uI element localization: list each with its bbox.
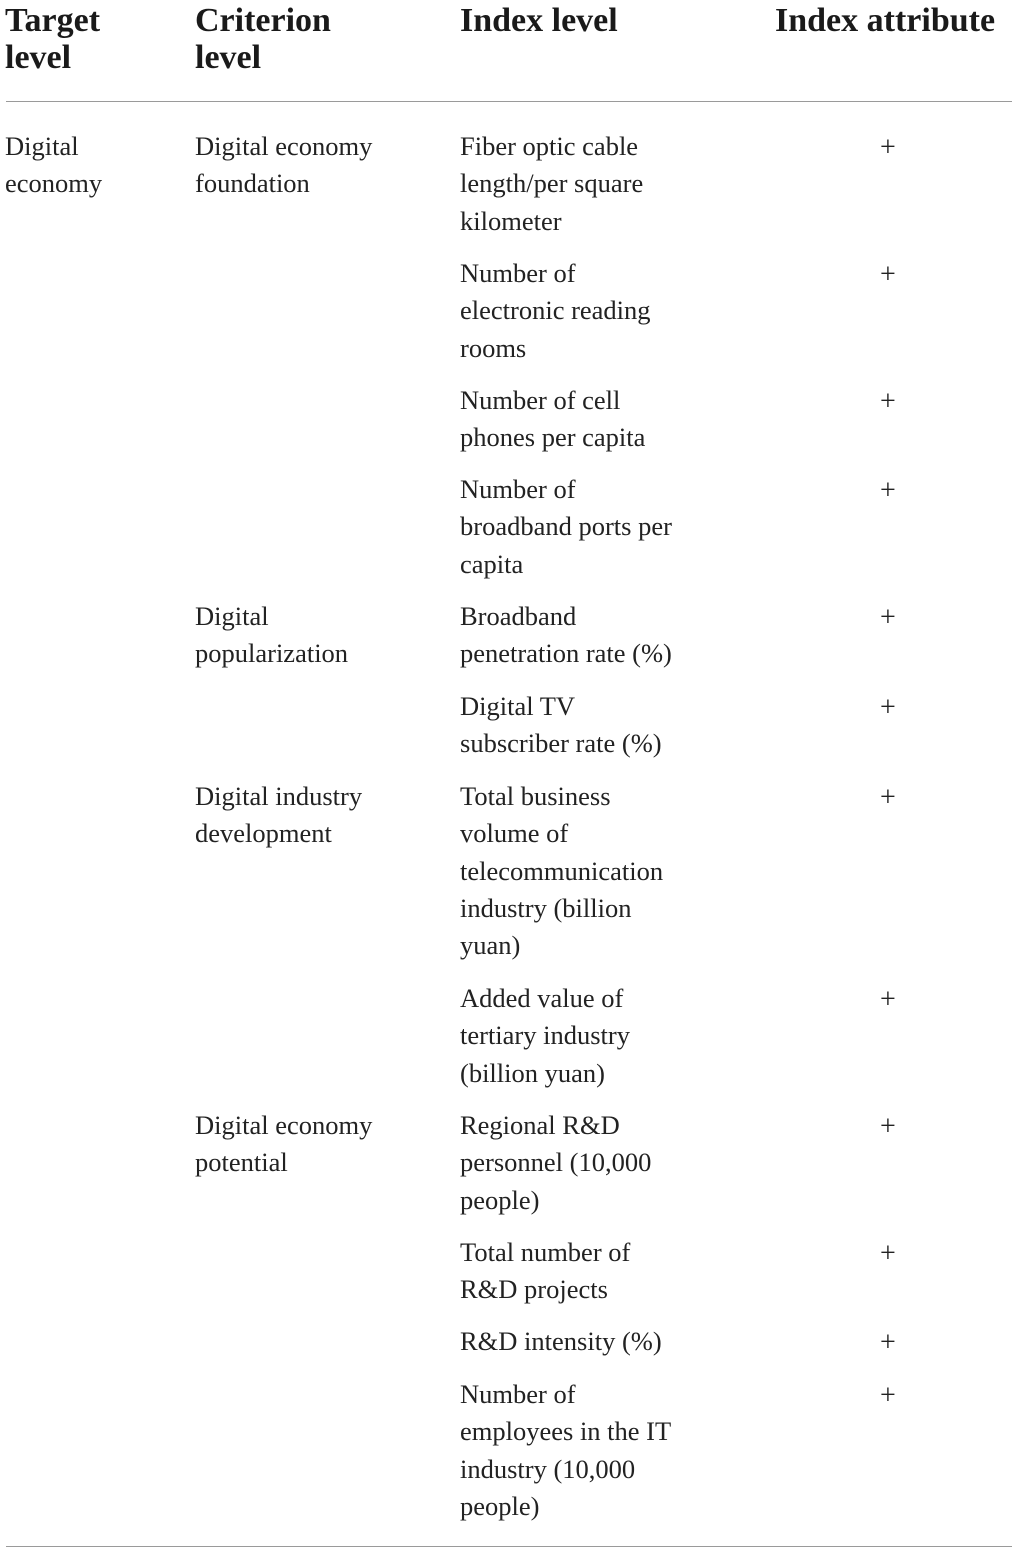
- target-level-cell: Digital economy: [5, 131, 103, 199]
- index-cell: R&D intensity (%): [460, 1326, 662, 1356]
- attribute-cell: +: [880, 692, 896, 723]
- attribute-cell: +: [880, 602, 896, 633]
- attribute-cell: +: [880, 386, 896, 417]
- index-cell: Digital TV subscriber rate (%): [460, 691, 662, 759]
- criterion-cell-foundation: Digital economy foundation: [195, 131, 373, 199]
- index-cell: Number of cell phones per capita: [460, 385, 646, 453]
- criterion-cell-popularization: Digital popularization: [195, 601, 349, 669]
- index-cell: Broadband penetration rate (%): [460, 601, 672, 669]
- index-cell: Number of broadband ports per capita: [460, 474, 672, 579]
- header-index-level: Index level: [460, 2, 618, 39]
- header-rule: [6, 101, 1012, 102]
- index-cell: Added value of tertiary industry (billion yuan): [460, 983, 630, 1088]
- attribute-cell: +: [880, 984, 896, 1015]
- criterion-cell-potential: Digital economy potential: [195, 1110, 373, 1178]
- attribute-cell: +: [880, 1111, 896, 1142]
- index-cell: Total number of R&D projects: [460, 1237, 631, 1305]
- index-cell: Number of electronic reading rooms: [460, 258, 651, 363]
- attribute-cell: +: [880, 475, 896, 506]
- attribute-cell: +: [880, 132, 896, 163]
- index-cell: Regional R&D personnel (10,000 people): [460, 1110, 652, 1215]
- criterion-cell-industry-development: Digital industry development: [195, 781, 363, 849]
- header-target-level: Target level: [5, 2, 101, 76]
- index-cell: Number of employees in the IT industry (10,000 people): [460, 1379, 672, 1521]
- header-criterion-level: Criterion level: [195, 2, 331, 76]
- attribute-cell: +: [880, 1380, 896, 1411]
- attribute-cell: +: [880, 259, 896, 290]
- attribute-cell: +: [880, 1327, 896, 1358]
- index-cell: Total business volume of telecommunication industry (billion yuan): [460, 781, 664, 961]
- index-cell: Fiber optic cable length/per square kilometer: [460, 131, 644, 236]
- footer-rule: [6, 1546, 1012, 1547]
- attribute-cell: +: [880, 782, 896, 813]
- header-index-attribute: Index attribute: [775, 2, 996, 39]
- attribute-cell: +: [880, 1238, 896, 1269]
